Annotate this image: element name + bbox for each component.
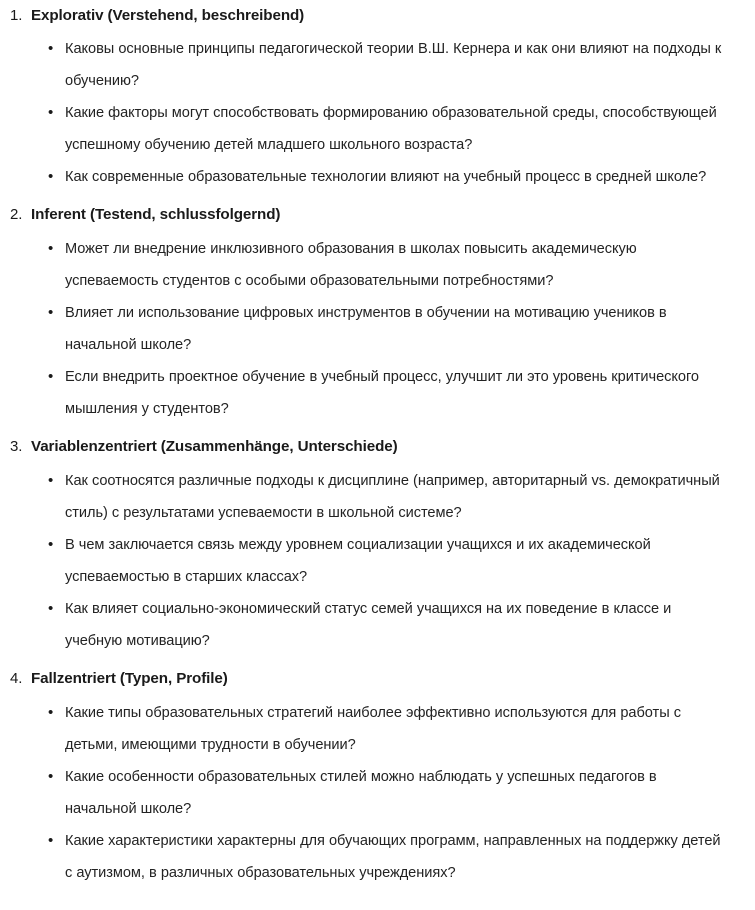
- bullet-point-icon: •: [48, 304, 54, 321]
- section-number-2: 2.: [10, 206, 23, 223]
- list-item: [0, 233, 755, 297]
- bullet-list-4: [0, 697, 755, 889]
- section-title-3: Variablenzentriert (Zusammenhänge, Unterschiede): [31, 438, 398, 455]
- numbered-section-1: [0, 3, 755, 193]
- numbered-section-4: [0, 666, 755, 889]
- section-number-3: 3.: [10, 438, 23, 455]
- section-number-1: 1.: [10, 7, 23, 24]
- list-item: [0, 593, 755, 657]
- bullet-point-icon: •: [48, 40, 54, 57]
- numbered-section-2: [0, 202, 755, 425]
- bullet-point-icon: •: [48, 368, 54, 385]
- list-item-text: Какие характеристики характерны для обучающих программ, направленных на поддержку детей с аутизмом, в различных образовательных учреждениях?: [65, 833, 721, 881]
- list-item-text: В чем заключается связь между уровнем социализации учащихся и их академической успеваемостью в старших классах?: [65, 537, 651, 585]
- bullet-point-icon: •: [48, 536, 54, 553]
- section-number-4: 4.: [10, 670, 23, 687]
- list-item: [0, 33, 755, 97]
- section-title-2: Inferent (Testend, schlussfolgernd): [31, 206, 281, 223]
- bullet-list-1: [0, 33, 755, 193]
- section-heading-4: [0, 666, 755, 692]
- list-item: [0, 697, 755, 761]
- bullet-point-icon: •: [48, 168, 54, 185]
- bullet-list-3: [0, 465, 755, 657]
- list-item-text: Влияет ли использование цифровых инструментов в обучении на мотивацию учеников в начальной школе?: [65, 305, 667, 353]
- section-heading-1: [0, 3, 755, 29]
- list-item-text: Как влияет социально-экономический статус семей учащихся на их поведение в классе и учебную мотивацию?: [65, 601, 672, 649]
- numbered-section-3: [0, 434, 755, 657]
- list-item: [0, 97, 755, 161]
- list-item-text: Каковы основные принципы педагогической теории В.Ш. Кернера и как они влияют на подходы к обучению?: [65, 41, 722, 89]
- bullet-point-icon: •: [48, 704, 54, 721]
- bullet-point-icon: •: [48, 832, 54, 849]
- section-heading-3: [0, 434, 755, 460]
- list-item: [0, 361, 755, 425]
- bullet-list-2: [0, 233, 755, 425]
- list-item-text: Как соотносятся различные подходы к дисциплине (например, авторитарный vs. демократичный стиль) с результатами успеваемости в школьной системе?: [65, 473, 720, 521]
- list-item: [0, 465, 755, 529]
- list-item: [0, 161, 755, 193]
- section-heading-2: [0, 202, 755, 228]
- list-item: [0, 761, 755, 825]
- bullet-point-icon: •: [48, 472, 54, 489]
- bullet-point-icon: •: [48, 104, 54, 121]
- list-item: [0, 529, 755, 593]
- section-title-4: Fallzentriert (Typen, Profile): [31, 670, 228, 687]
- bullet-point-icon: •: [48, 240, 54, 257]
- list-item-text: Какие типы образовательных стратегий наиболее эффективно используются для работы с детьми, имеющими трудности в обучении?: [65, 705, 681, 753]
- list-item: [0, 297, 755, 361]
- list-item-text: Какие особенности образовательных стилей можно наблюдать у успешных педагогов в начальной школе?: [65, 769, 657, 817]
- section-title-1: Explorativ (Verstehend, beschreibend): [31, 7, 305, 24]
- list-item-text: Как современные образовательные технологии влияют на учебный процесс в средней школе?: [65, 169, 707, 185]
- list-item: [0, 825, 755, 889]
- list-item-text: Может ли внедрение инклюзивного образования в школах повысить академическую успеваемость студентов с особыми образовательными потребностями?: [65, 241, 637, 289]
- list-item-text: Если внедрить проектное обучение в учебный процесс, улучшит ли это уровень критического мышления у студентов?: [65, 369, 699, 417]
- bullet-point-icon: •: [48, 600, 54, 617]
- list-item-text: Какие факторы могут способствовать формированию образовательной среды, способствующей успешному обучению детей младшего школьного возраста?: [65, 105, 717, 153]
- bullet-point-icon: •: [48, 768, 54, 785]
